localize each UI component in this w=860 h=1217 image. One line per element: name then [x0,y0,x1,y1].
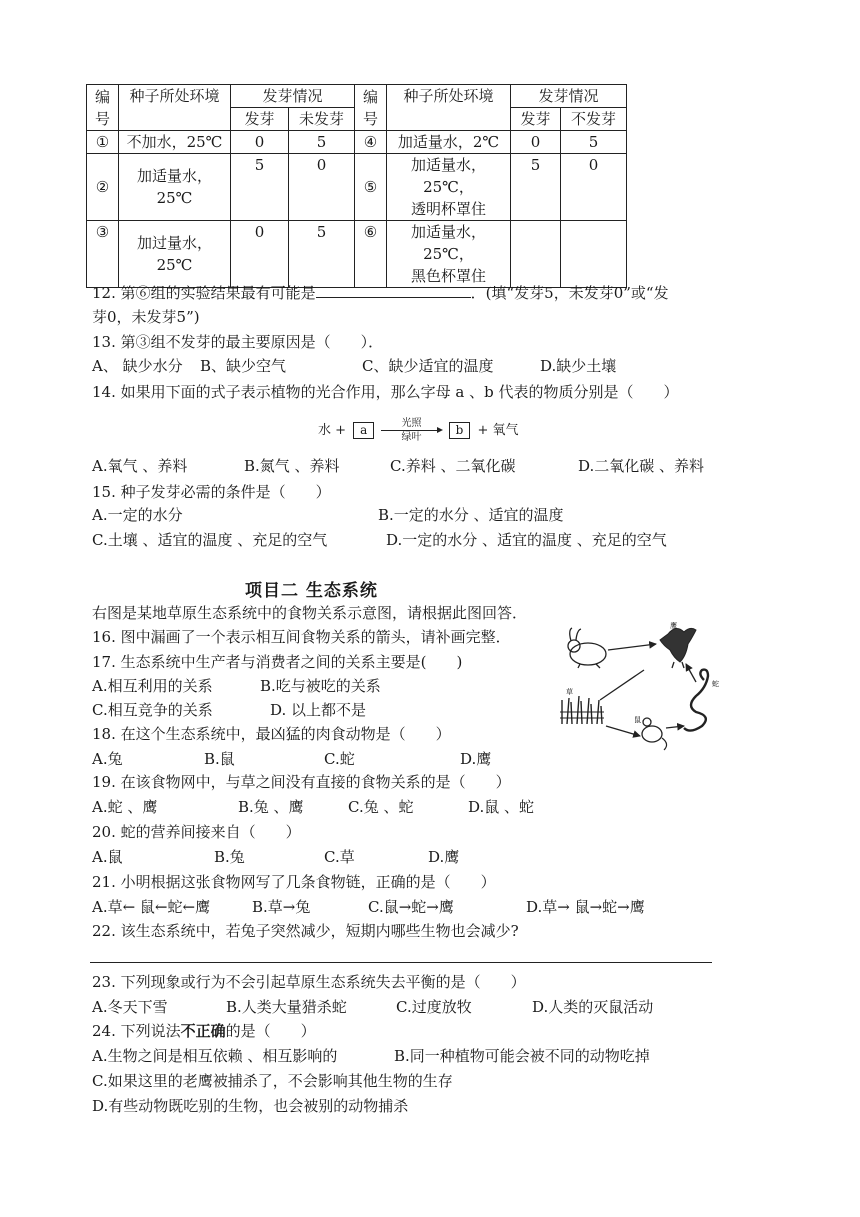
svg-text:草: 草 [566,688,573,696]
table-row [87,221,627,288]
arrow-grass-mouse [606,726,640,736]
question-20: 20. 蛇的营养间接来自（ ） [92,823,301,841]
cell-sprout: 5 [511,154,561,221]
arrow-snake-eagle [686,664,696,682]
header-nosprout-left: 未发芽 [289,108,355,131]
cell-sprout: 0 [511,131,561,154]
cell-env: 加适量水，25℃， 透明杯罩住 [387,154,511,221]
cell-env: 加过量水， 25℃ [119,221,231,288]
question-15: 15. 种子发芽必需的条件是（ ） [92,483,331,501]
cell-nosprout: 5 [289,131,355,154]
worksheet-page: 编 号 种子所处环境 发芽情况 编 号 种子所处环境 发芽情况 发芽 未发芽 发芽 不发芽 ① 不加水，25℃ 0 5 ④ 加适量水，2℃ 0 5 ② 加适量水， 25℃ 5 0 ⑤ 加适量水，25℃， 透明杯罩住 5 0 ③ 加过量水， 25℃ 0 5 ⑥ 加适量水，25℃， 黑色杯罩住 12. 第⑥组的实验结果最有可能是 ．(填“发芽5，未发芽0”或“发 芽0，未发芽5”) 13. 第③组不发芽的最主要原因是（ ）． A、 缺少水分 B、缺少空气 C、缺少适宜的温度 D.缺少土壤 14. 如果用下面的式子表示植物的光合作用，那么字母 a 、b 代表的物质分别是（ ） 水 + a 光照 绿叶 b + 氧气 A.氧气 、养料 B.氮气 、养料 C.养料 、二氧化碳 D.二氧化碳 、养料 15. 种子发芽必需的条件是（ ） A.一定的水分 B.一定的水分 、适宜的温度 C.土壤 、适宜的温度 、充足的空气 D.一定的水分 、适宜的温度 、充足的空气 项目二 生态系统 右图是某地草原生态系统中的食物关系示意图，请根据此图回答． 鹰 草 鼠 蛇 16. 图中漏画了一个表示相互间食物关系的箭头，请补画完整． 17. 生态系统中生产者与消费者之间的关系主要是( ) A.相互利用的关系 B.吃与被吃的关系 C.相互竞争的关系 D. 以上都不是 18. 在这个生态系统中，最凶猛的肉食动物是（ ） A.兔 B.鼠 C.蛇 D.鹰 19. 在该食物网中，与草之间没有直接的食物关系的是（ ） A.蛇 、鹰 B.兔 、鹰 C.兔 、蛇 D.鼠 、蛇 20. 蛇的营养间接来自（ ） A.鼠 B.兔 C.草 D.鹰 21. 小明根据这张食物网写了几条食物链，正确的是（ ） A.草← 鼠←蛇←鹰 B.草→兔 C.鼠→蛇→鹰 D.草→ 鼠→蛇→鹰 22. 该生态系统中，若兔子突然减少，短期内哪些生物也会减少? 23. 下列现象或行为不会引起草原生态系统失去平衡的是（ ） A.冬天下雪 B.人类大量猎杀蛇 C.过度放牧 D.人类的灭鼠活动 24. 下列说法不正确的是（ ） A.生物之间是相互依赖 、相互影响的 B.同一种植物可能会被不同的动物吃掉 C.如果这里的老鹰被捕杀了，不会影响其他生物的生存 D.有些动物既吃别的生物，也会被别的动物捕杀 [0,0,860,1217]
question-19: 19. 在该食物网中，与草之间没有直接的食物关系的是（ ） [92,773,511,791]
question-24-option-d: D.有些动物既吃别的生物，也会被别的动物捕杀 [92,1097,409,1115]
header-germ-left: 发芽情况 [231,85,355,108]
food-web-diagram [556,616,721,756]
cell-env: 加适量水， 25℃ [119,154,231,221]
germination-table [86,84,627,288]
header-sprout-right: 发芽 [511,108,561,131]
cell-nosprout: 5 [289,221,355,288]
cell-sprout [511,221,561,288]
question-21: 21. 小明根据这张食物网写了几条食物链，正确的是（ ） [92,873,496,891]
header-id-left: 编 号 [87,85,119,131]
snake-icon [684,670,708,731]
question-12: 12. 第⑥组的实验结果最有可能是 ．(填“发芽5，未发芽0”或“发 [92,284,669,302]
cell-id: ⑤ [355,154,387,221]
cell-id: ⑥ [355,221,387,288]
cell-env: 不加水，25℃ [119,131,231,154]
question-17: 17. 生态系统中生产者与消费者之间的关系主要是( ) [92,653,463,671]
table-header-row [87,85,627,108]
header-env-right: 种子所处环境 [387,85,511,131]
question-23: 23. 下列现象或行为不会引起草原生态系统失去平衡的是（ ） [92,973,526,991]
header-sprout-left: 发芽 [231,108,289,131]
question-22: 22. 该生态系统中，若兔子突然减少，短期内哪些生物也会减少? [92,922,519,940]
section-title: 项目二 生态系统 [245,581,378,601]
cell-sprout: 5 [231,154,289,221]
mouse-icon [642,718,667,750]
cell-env: 加适量水，2℃ [387,131,511,154]
cell-nosprout [561,221,627,288]
question-24-option-c: C.如果这里的老鹰被捕杀了，不会影响其他生物的生存 [92,1072,453,1090]
formula-box-a: a [353,422,374,439]
question-24: 24. 下列说法不正确的是（ ） [92,1022,316,1040]
arrow-mouse-snake [666,726,684,728]
question-18: 18. 在这个生态系统中，最凶猛的肉食动物是（ ） [92,725,451,743]
cell-id: ③ [87,221,119,288]
question-13: 13. 第③组不发芽的最主要原因是（ ）． [92,333,384,351]
header-env-left: 种子所处环境 [119,85,231,131]
cell-nosprout: 5 [561,131,627,154]
cell-env: 加适量水，25℃， 黑色杯罩住 [387,221,511,288]
question-14: 14. 如果用下面的式子表示植物的光合作用，那么字母 a 、b 代表的物质分别是（ ） [92,383,679,401]
photosynthesis-formula: 水 + a 光照 绿叶 b + 氧气 [318,418,519,443]
question-16: 16. 图中漏画了一个表示相互间食物关系的箭头，请补画完整． [92,628,511,646]
cell-id: ① [87,131,119,154]
section-intro: 右图是某地草原生态系统中的食物关系示意图，请根据此图回答． [92,604,528,622]
cell-nosprout: 0 [561,154,627,221]
answer-line[interactable] [90,962,712,963]
question-12-cont: 芽0，未发芽5”) [92,308,200,326]
table-row [87,154,627,221]
cell-nosprout: 0 [289,154,355,221]
eagle-icon [660,628,696,668]
arrow-rabbit-eagle [608,644,656,650]
cell-sprout: 0 [231,131,289,154]
svg-text:蛇: 蛇 [712,680,719,688]
formula-box-b: b [449,422,471,439]
grass-icon [560,696,604,724]
header-nosprout-right: 不发芽 [561,108,627,131]
svg-text:鼠: 鼠 [634,716,641,724]
cell-sprout: 0 [231,221,289,288]
line-grass-rabbit [600,670,644,700]
answer-blank[interactable] [316,283,471,298]
svg-text:鹰: 鹰 [670,622,677,630]
header-germ-right: 发芽情况 [511,85,627,108]
rabbit-icon [568,628,606,668]
arrow-icon: 光照 绿叶 [381,418,441,443]
table-row [87,131,627,154]
header-id-right: 编 号 [355,85,387,131]
cell-id: ④ [355,131,387,154]
cell-id: ② [87,154,119,221]
